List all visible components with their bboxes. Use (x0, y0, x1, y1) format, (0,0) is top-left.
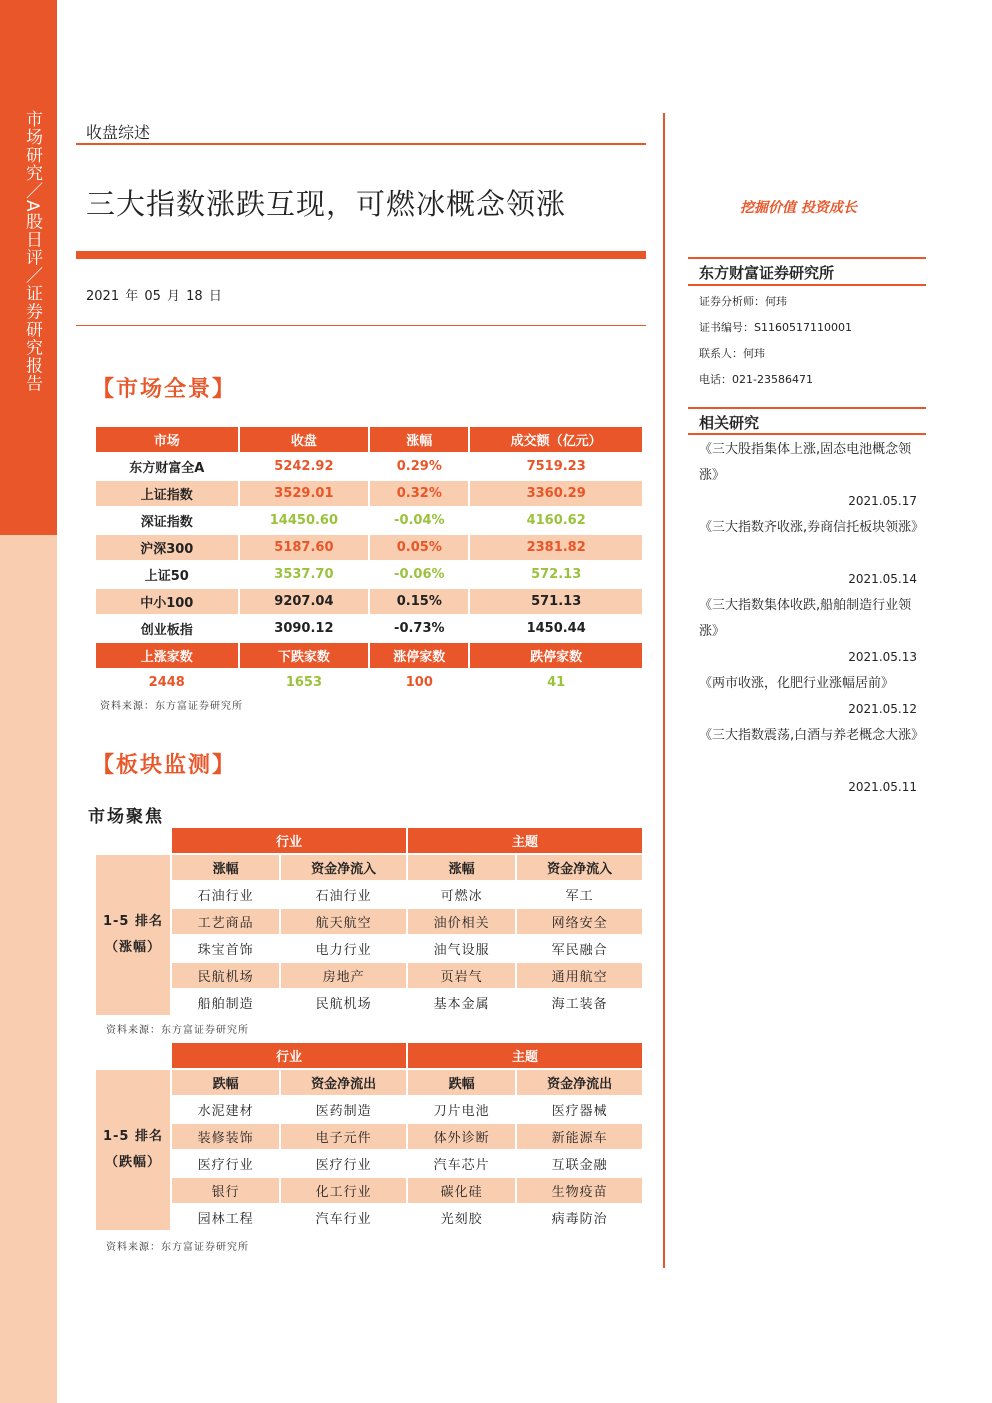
sector-cell: 银行 (172, 1178, 279, 1203)
market-name: 沪深300 (96, 535, 238, 560)
sector-cell: 刀片电池 (433, 1104, 490, 1119)
sector-cell: 医疗器械 (551, 1104, 608, 1119)
overview-heading: 【市场全景】 (92, 377, 237, 402)
sector-cell: 珠宝首饰 (197, 943, 254, 958)
source-note: 资料来源：东方富证券研究所 (106, 1242, 249, 1253)
sector-heading: 【板块监测】 (92, 753, 237, 778)
change-value: -0.06% (394, 567, 445, 582)
sector-cell: 汽车芯片 (433, 1158, 490, 1173)
change-value: 0.32% (370, 481, 468, 506)
sector-cell: 新能源车 (517, 1124, 642, 1149)
limit-up-count: 100 (405, 675, 433, 690)
table-row (96, 1124, 642, 1149)
sector-cell: 水泥建材 (197, 1104, 254, 1119)
phone: 电话：021-23586471 (699, 373, 813, 386)
sector-cell: 房地产 (281, 963, 406, 988)
sector-cell: 页岩气 (408, 963, 515, 988)
sector-cell: 互联金融 (551, 1158, 608, 1173)
sector-cell: 军工 (565, 889, 594, 904)
sector-cell: 可燃冰 (440, 889, 483, 904)
related-date: 2021.05.11 (848, 780, 917, 794)
report-date: 2021 年 05 月 18 日 (86, 289, 222, 304)
related-link[interactable]: 《三大股指集体上涨,固态电池概念领涨》 (699, 442, 912, 483)
close-value: 5242.92 (274, 459, 334, 474)
table-row (96, 963, 642, 988)
table-row (96, 1205, 642, 1230)
col-header: 涨幅 (172, 855, 279, 880)
col-header: 下跌家数 (240, 643, 369, 668)
sector-cell: 汽车行业 (315, 1212, 372, 1227)
close-value: 14450.60 (269, 513, 339, 528)
focus-title: 市场聚焦 (88, 807, 164, 827)
sector-cell: 石油行业 (315, 889, 372, 904)
close-value: 5187.60 (240, 535, 369, 560)
table-row (96, 670, 642, 695)
change-value: -0.73% (394, 621, 445, 636)
col-header: 资金净流出 (281, 1070, 406, 1095)
col-header: 资金净流出 (517, 1070, 642, 1095)
col-header: 涨停家数 (370, 643, 468, 668)
related-title: 相关研究 (699, 414, 760, 432)
volume-value: 3360.29 (470, 481, 642, 506)
overview-table (94, 425, 644, 697)
close-value: 3090.12 (274, 621, 334, 636)
volume-value: 571.13 (470, 589, 642, 614)
market-name: 深证指数 (140, 515, 193, 530)
sector-cell: 电力行业 (315, 943, 372, 958)
source-note: 资料来源：东方富证券研究所 (106, 1025, 249, 1036)
market-name: 中小100 (96, 589, 238, 614)
close-value: 3537.70 (274, 567, 334, 582)
table-row (96, 882, 642, 907)
table-row (96, 508, 642, 533)
market-name: 上证50 (144, 569, 189, 584)
sector-cell: 园林工程 (197, 1212, 254, 1227)
certificate: 证书编号：S1160517110001 (699, 321, 852, 334)
down-count: 1653 (285, 675, 322, 690)
loss-table (94, 1041, 644, 1232)
volume-value: 7519.23 (526, 459, 586, 474)
up-count: 2448 (148, 675, 185, 690)
sector-cell: 通用航空 (517, 963, 642, 988)
volume-value: 572.13 (531, 567, 582, 582)
table-row (96, 481, 642, 506)
table-row (96, 535, 642, 560)
related-date: 2021.05.13 (848, 650, 917, 664)
org-rule-bottom (688, 284, 926, 286)
market-name: 东方财富全A (129, 461, 205, 476)
close-value: 3529.01 (240, 481, 369, 506)
page-title: 三大指数涨跌互现，可燃冰概念领涨 (86, 187, 567, 221)
sector-cell: 生物疫苗 (517, 1178, 642, 1203)
sector-cell: 医疗行业 (315, 1158, 372, 1173)
sector-cell: 基本金属 (433, 997, 490, 1012)
market-name: 上证指数 (96, 481, 238, 506)
sector-cell: 光刻胶 (440, 1212, 483, 1227)
col-header: 涨幅 (408, 855, 515, 880)
market-name: 创业板指 (140, 623, 193, 638)
source-note: 资料来源：东方富证券研究所 (100, 701, 243, 712)
date-rule (76, 325, 646, 326)
col-header: 跌停家数 (470, 643, 642, 668)
col-header: 市场 (96, 427, 238, 452)
col-header: 涨幅 (370, 427, 468, 452)
sector-cell: 病毒防治 (551, 1212, 608, 1227)
sector-cell: 油价相关 (408, 909, 515, 934)
sidebar-band-light (0, 535, 57, 1403)
sector-cell: 军民融合 (551, 943, 608, 958)
table-row (96, 990, 642, 1015)
volume-value: 1450.44 (526, 621, 586, 636)
sector-cell: 工艺商品 (172, 909, 279, 934)
related-link[interactable]: 《三大指数齐收涨,券商信托板块领涨》 (699, 520, 925, 535)
change-value: 0.05% (370, 535, 468, 560)
analyst: 证券分析师：何玮 (699, 295, 787, 308)
col-header: 资金净流入 (517, 855, 642, 880)
sector-cell: 民航机场 (315, 997, 372, 1012)
sector-cell: 装修装饰 (172, 1124, 279, 1149)
table-row (96, 562, 642, 587)
rank-label: 1-5 排名 （涨幅） (96, 855, 170, 1015)
section-label: 收盘综述 (86, 123, 151, 142)
group-header: 行业 (172, 828, 406, 853)
related-date: 2021.05.12 (848, 702, 917, 716)
table-row (96, 909, 642, 934)
related-date: 2021.05.14 (848, 572, 917, 586)
contact-person: 联系人：何玮 (699, 347, 765, 360)
gain-table (94, 826, 644, 1017)
table-row (96, 1097, 642, 1122)
related-rule-top (688, 407, 926, 409)
change-value: 0.15% (370, 589, 468, 614)
group-header: 主题 (408, 1043, 642, 1068)
sector-cell: 电子元件 (281, 1124, 406, 1149)
related-link[interactable]: 《两市收涨，化肥行业涨幅居前》 (699, 676, 895, 691)
column-divider (663, 113, 665, 1268)
related-link[interactable]: 《三大指数集体收跌,船舶制造行业领涨》 (699, 598, 912, 639)
change-value: -0.04% (394, 513, 445, 528)
sector-cell: 石油行业 (197, 889, 254, 904)
related-rule-bottom (688, 433, 926, 435)
sector-cell: 医疗行业 (197, 1158, 254, 1173)
col-header: 跌幅 (172, 1070, 279, 1095)
table-row (96, 454, 642, 479)
col-header: 收盘 (240, 427, 369, 452)
volume-value: 4160.62 (526, 513, 586, 528)
org-name: 东方财富证券研究所 (699, 264, 835, 282)
sector-cell: 海工装备 (551, 997, 608, 1012)
related-link[interactable]: 《三大指数震荡,白酒与养老概念大涨》 (699, 728, 925, 743)
sector-cell: 医药制造 (315, 1104, 372, 1119)
sector-cell: 船舶制造 (197, 997, 254, 1012)
col-header: 成交额（亿元） (470, 427, 642, 452)
slogan: 挖掘价值 投资成长 (740, 200, 857, 216)
table-row (96, 1178, 642, 1203)
sector-cell: 民航机场 (172, 963, 279, 988)
table-row (96, 589, 642, 614)
change-value: 0.29% (396, 459, 442, 474)
group-header: 主题 (408, 828, 642, 853)
table-row (96, 616, 642, 641)
sector-cell: 航天航空 (281, 909, 406, 934)
limit-down-count: 41 (547, 675, 566, 690)
sector-cell: 体外诊断 (408, 1124, 515, 1149)
rank-label: 1-5 排名 （跌幅） (96, 1070, 170, 1230)
sector-cell: 碳化硅 (408, 1178, 515, 1203)
title-rule (76, 251, 646, 259)
sector-cell: 化工行业 (281, 1178, 406, 1203)
volume-value: 2381.82 (470, 535, 642, 560)
related-date: 2021.05.17 (848, 494, 917, 508)
col-header: 跌幅 (408, 1070, 515, 1095)
group-header: 行业 (172, 1043, 406, 1068)
org-rule-top (688, 257, 926, 259)
sector-cell: 油气设服 (433, 943, 490, 958)
sidebar-label: 市场研究／A股日评／证券研究报告 (22, 110, 42, 393)
table-row (96, 1151, 642, 1176)
sector-cell: 网络安全 (517, 909, 642, 934)
header-rule (76, 143, 646, 145)
col-header: 资金净流入 (281, 855, 406, 880)
table-row (96, 936, 642, 961)
col-header: 上涨家数 (96, 643, 238, 668)
close-value: 9207.04 (240, 589, 369, 614)
